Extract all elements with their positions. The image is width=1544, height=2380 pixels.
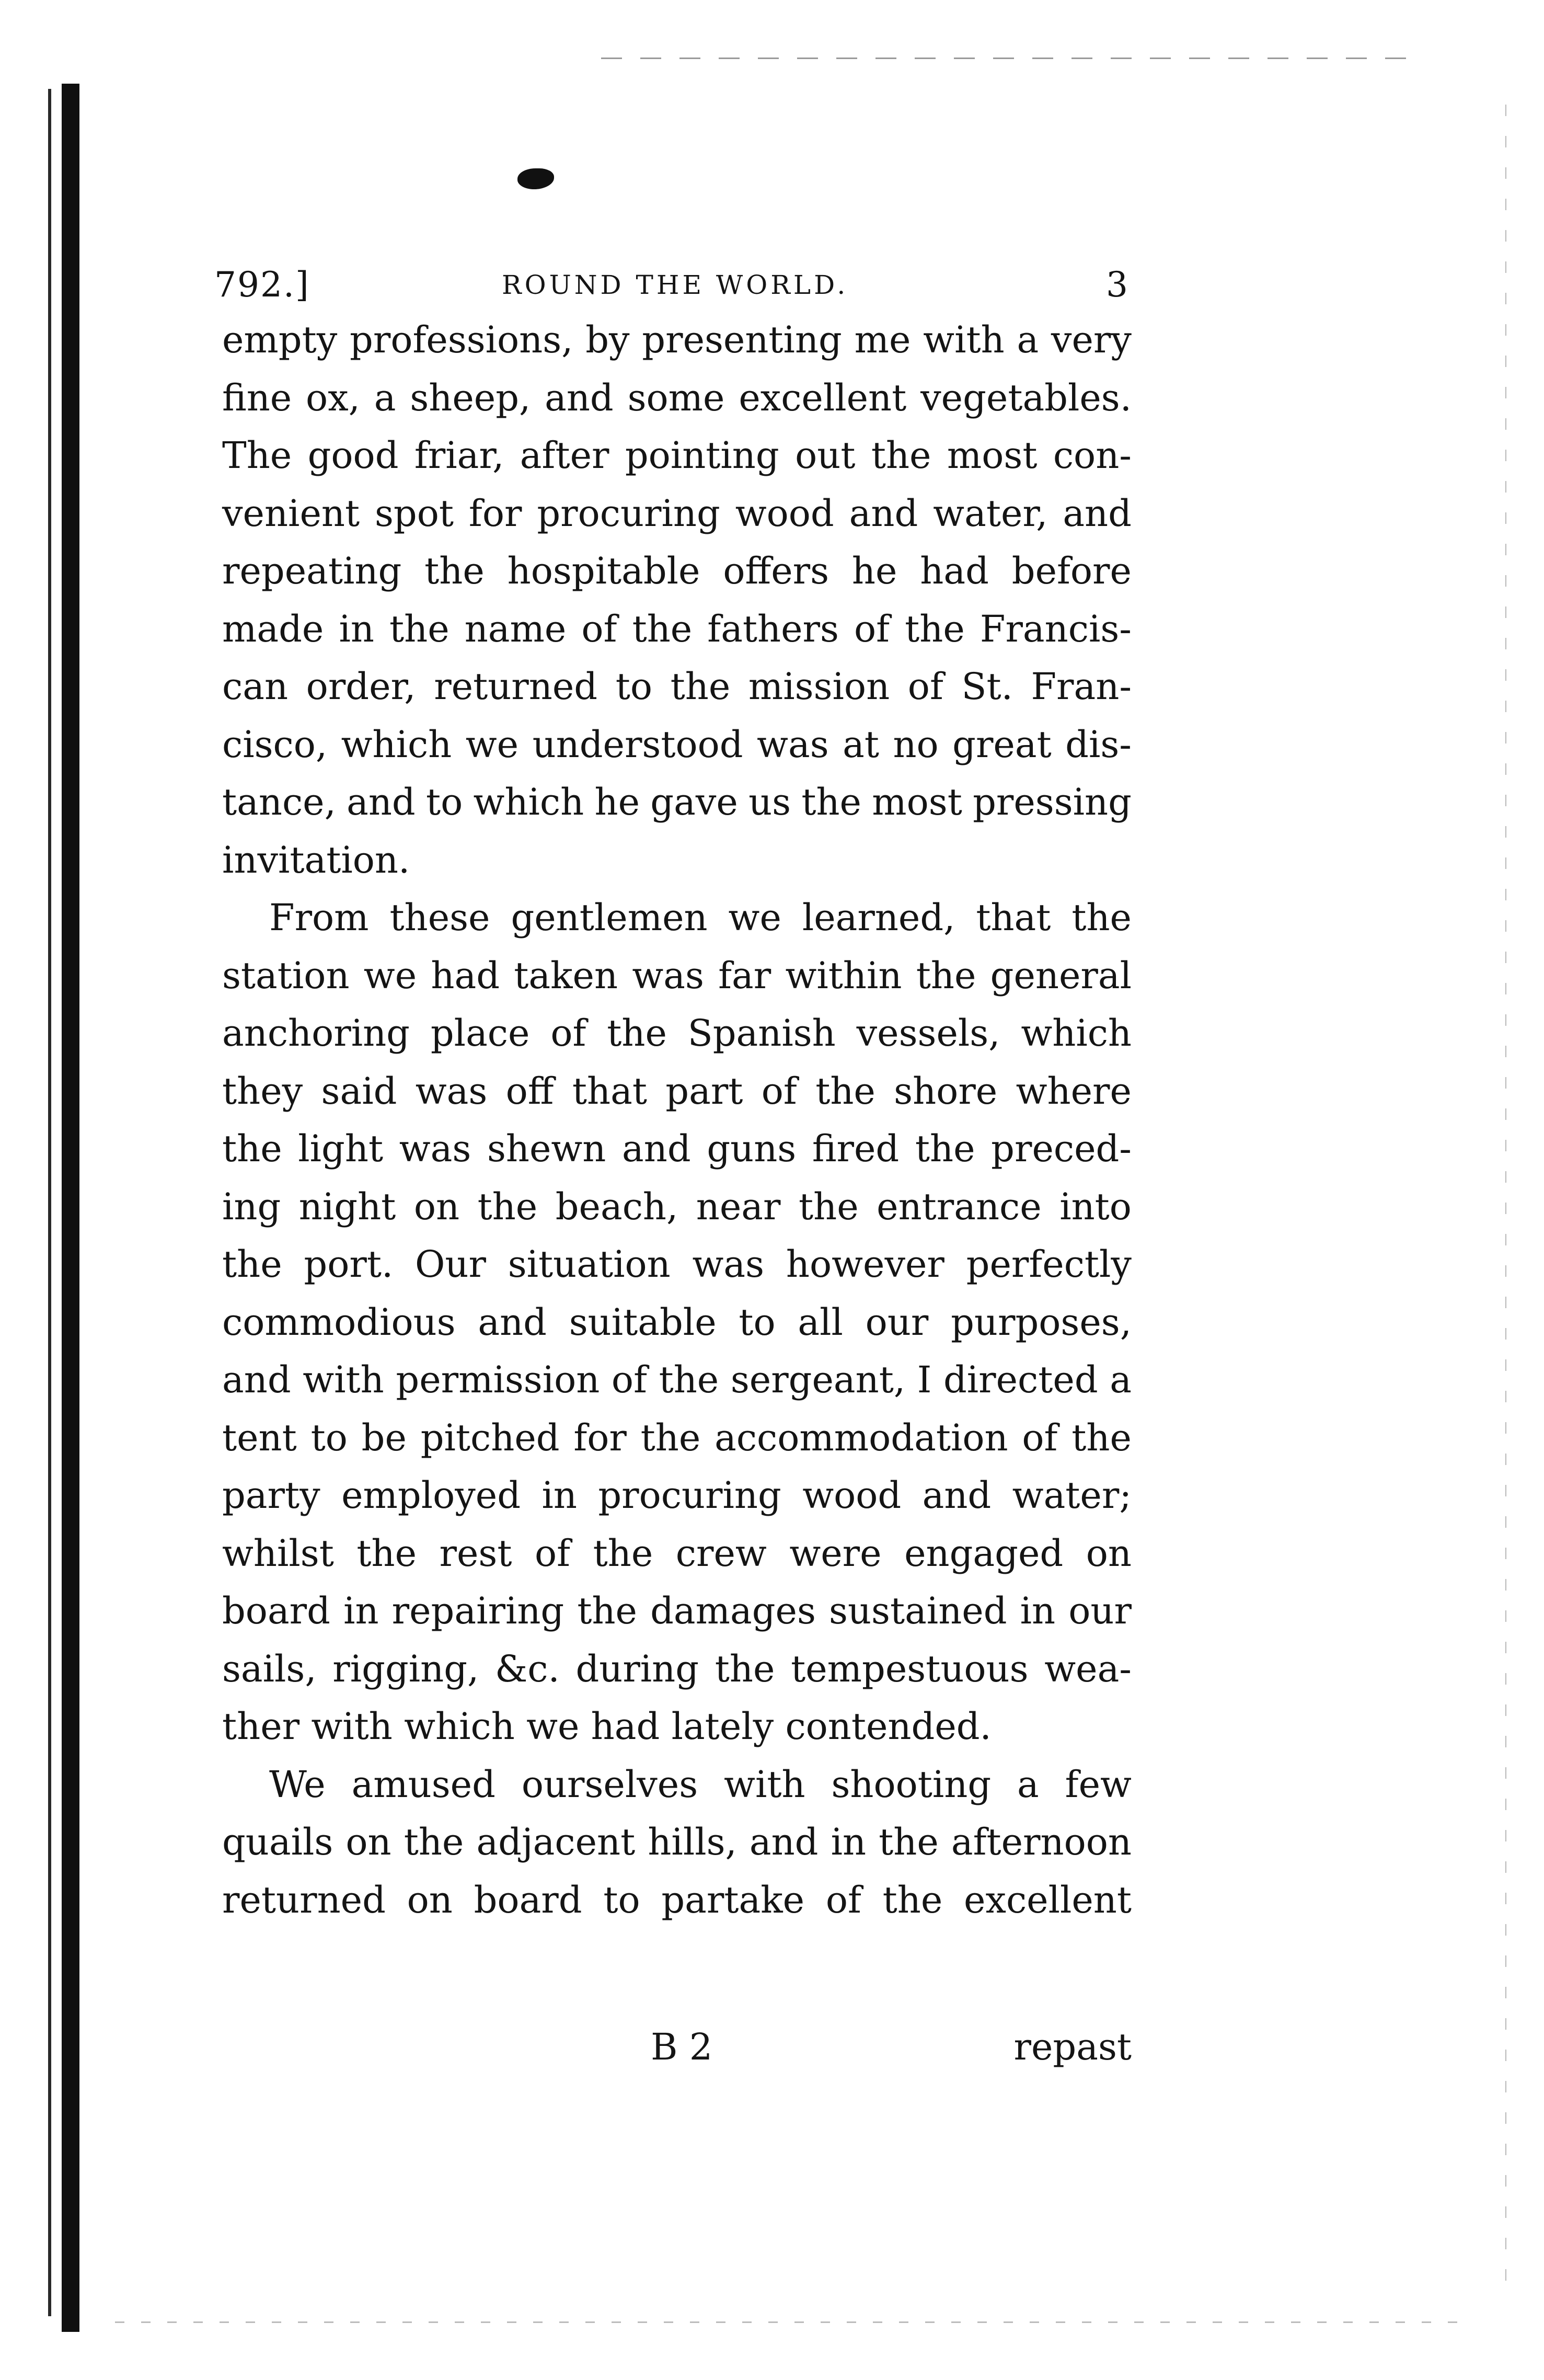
- binding-shadow: [48, 89, 51, 2316]
- text-line: We amused ourselves with shooting a few: [269, 1763, 1132, 1806]
- binding-edge: [62, 84, 79, 2332]
- text-line: The good friar, after pointing out the most con-: [222, 434, 1132, 477]
- text-line: repeating the hospitable offers he had before: [222, 550, 1132, 592]
- running-title: ROUND THE WORLD.: [502, 270, 849, 300]
- catchword: repast: [1013, 2026, 1132, 2068]
- page-number: 3: [1106, 265, 1129, 305]
- text-line: quails on the adjacent hills, and in the afternoon: [222, 1821, 1132, 1863]
- text-line: the port. Our situation was however perfectly: [222, 1243, 1132, 1286]
- signature-mark: B 2: [651, 2026, 713, 2068]
- page-right-edge: [1505, 105, 1506, 2301]
- text-line: fine ox, a sheep, and some excellent vegetables.: [222, 376, 1132, 419]
- text-line: returned on board to partake of the excellent: [222, 1878, 1132, 1921]
- text-line: empty professions, by presenting me with a very: [222, 318, 1132, 361]
- year-fragment: 792.]: [214, 265, 310, 305]
- text-line: they said was off that part of the shore where: [222, 1069, 1132, 1113]
- text-line: From these gentlemen we learned, that the: [269, 896, 1132, 939]
- text-line: sails, rigging, &c. during the tempestuous wea-: [222, 1647, 1132, 1690]
- text-line: anchoring place of the Spanish vessels, which: [222, 1012, 1132, 1055]
- page-top-edge: [601, 58, 1411, 59]
- body-text: [222, 311, 1132, 1929]
- text-line: cisco, which we understood was at no great dis-: [222, 723, 1132, 766]
- page-bottom-edge: [115, 2321, 1464, 2323]
- text-line: tent to be pitched for the accommodation of the: [222, 1416, 1132, 1459]
- text-line: commodious and suitable to all our purposes,: [222, 1300, 1132, 1344]
- text-line: board in repairing the damages sustained in our: [222, 1589, 1132, 1632]
- text-line: tance, and to which he gave us the most pressing: [222, 781, 1132, 823]
- text-line: made in the name of the fathers of the Francis-: [222, 607, 1132, 650]
- text-line: and with permission of the sergeant, I directed a: [222, 1358, 1132, 1401]
- text-line: the light was shewn and guns fired the preced-: [222, 1127, 1132, 1170]
- text-line: ther with which we had lately contended.: [222, 1705, 992, 1748]
- text-line: venient spot for procuring wood and water, and: [222, 491, 1132, 535]
- text-line: invitation.: [222, 838, 410, 882]
- ink-blot: [517, 168, 554, 189]
- running-header: [214, 256, 1129, 314]
- text-line: ing night on the beach, near the entrance into: [222, 1185, 1132, 1228]
- text-line: station we had taken was far within the general: [222, 954, 1132, 997]
- text-line: can order, returned to the mission of St. Fran-: [222, 665, 1132, 708]
- page-footer: [222, 2018, 1132, 2076]
- text-line: party employed in procuring wood and water;: [222, 1474, 1132, 1517]
- text-line: whilst the rest of the crew were engaged on: [222, 1531, 1132, 1575]
